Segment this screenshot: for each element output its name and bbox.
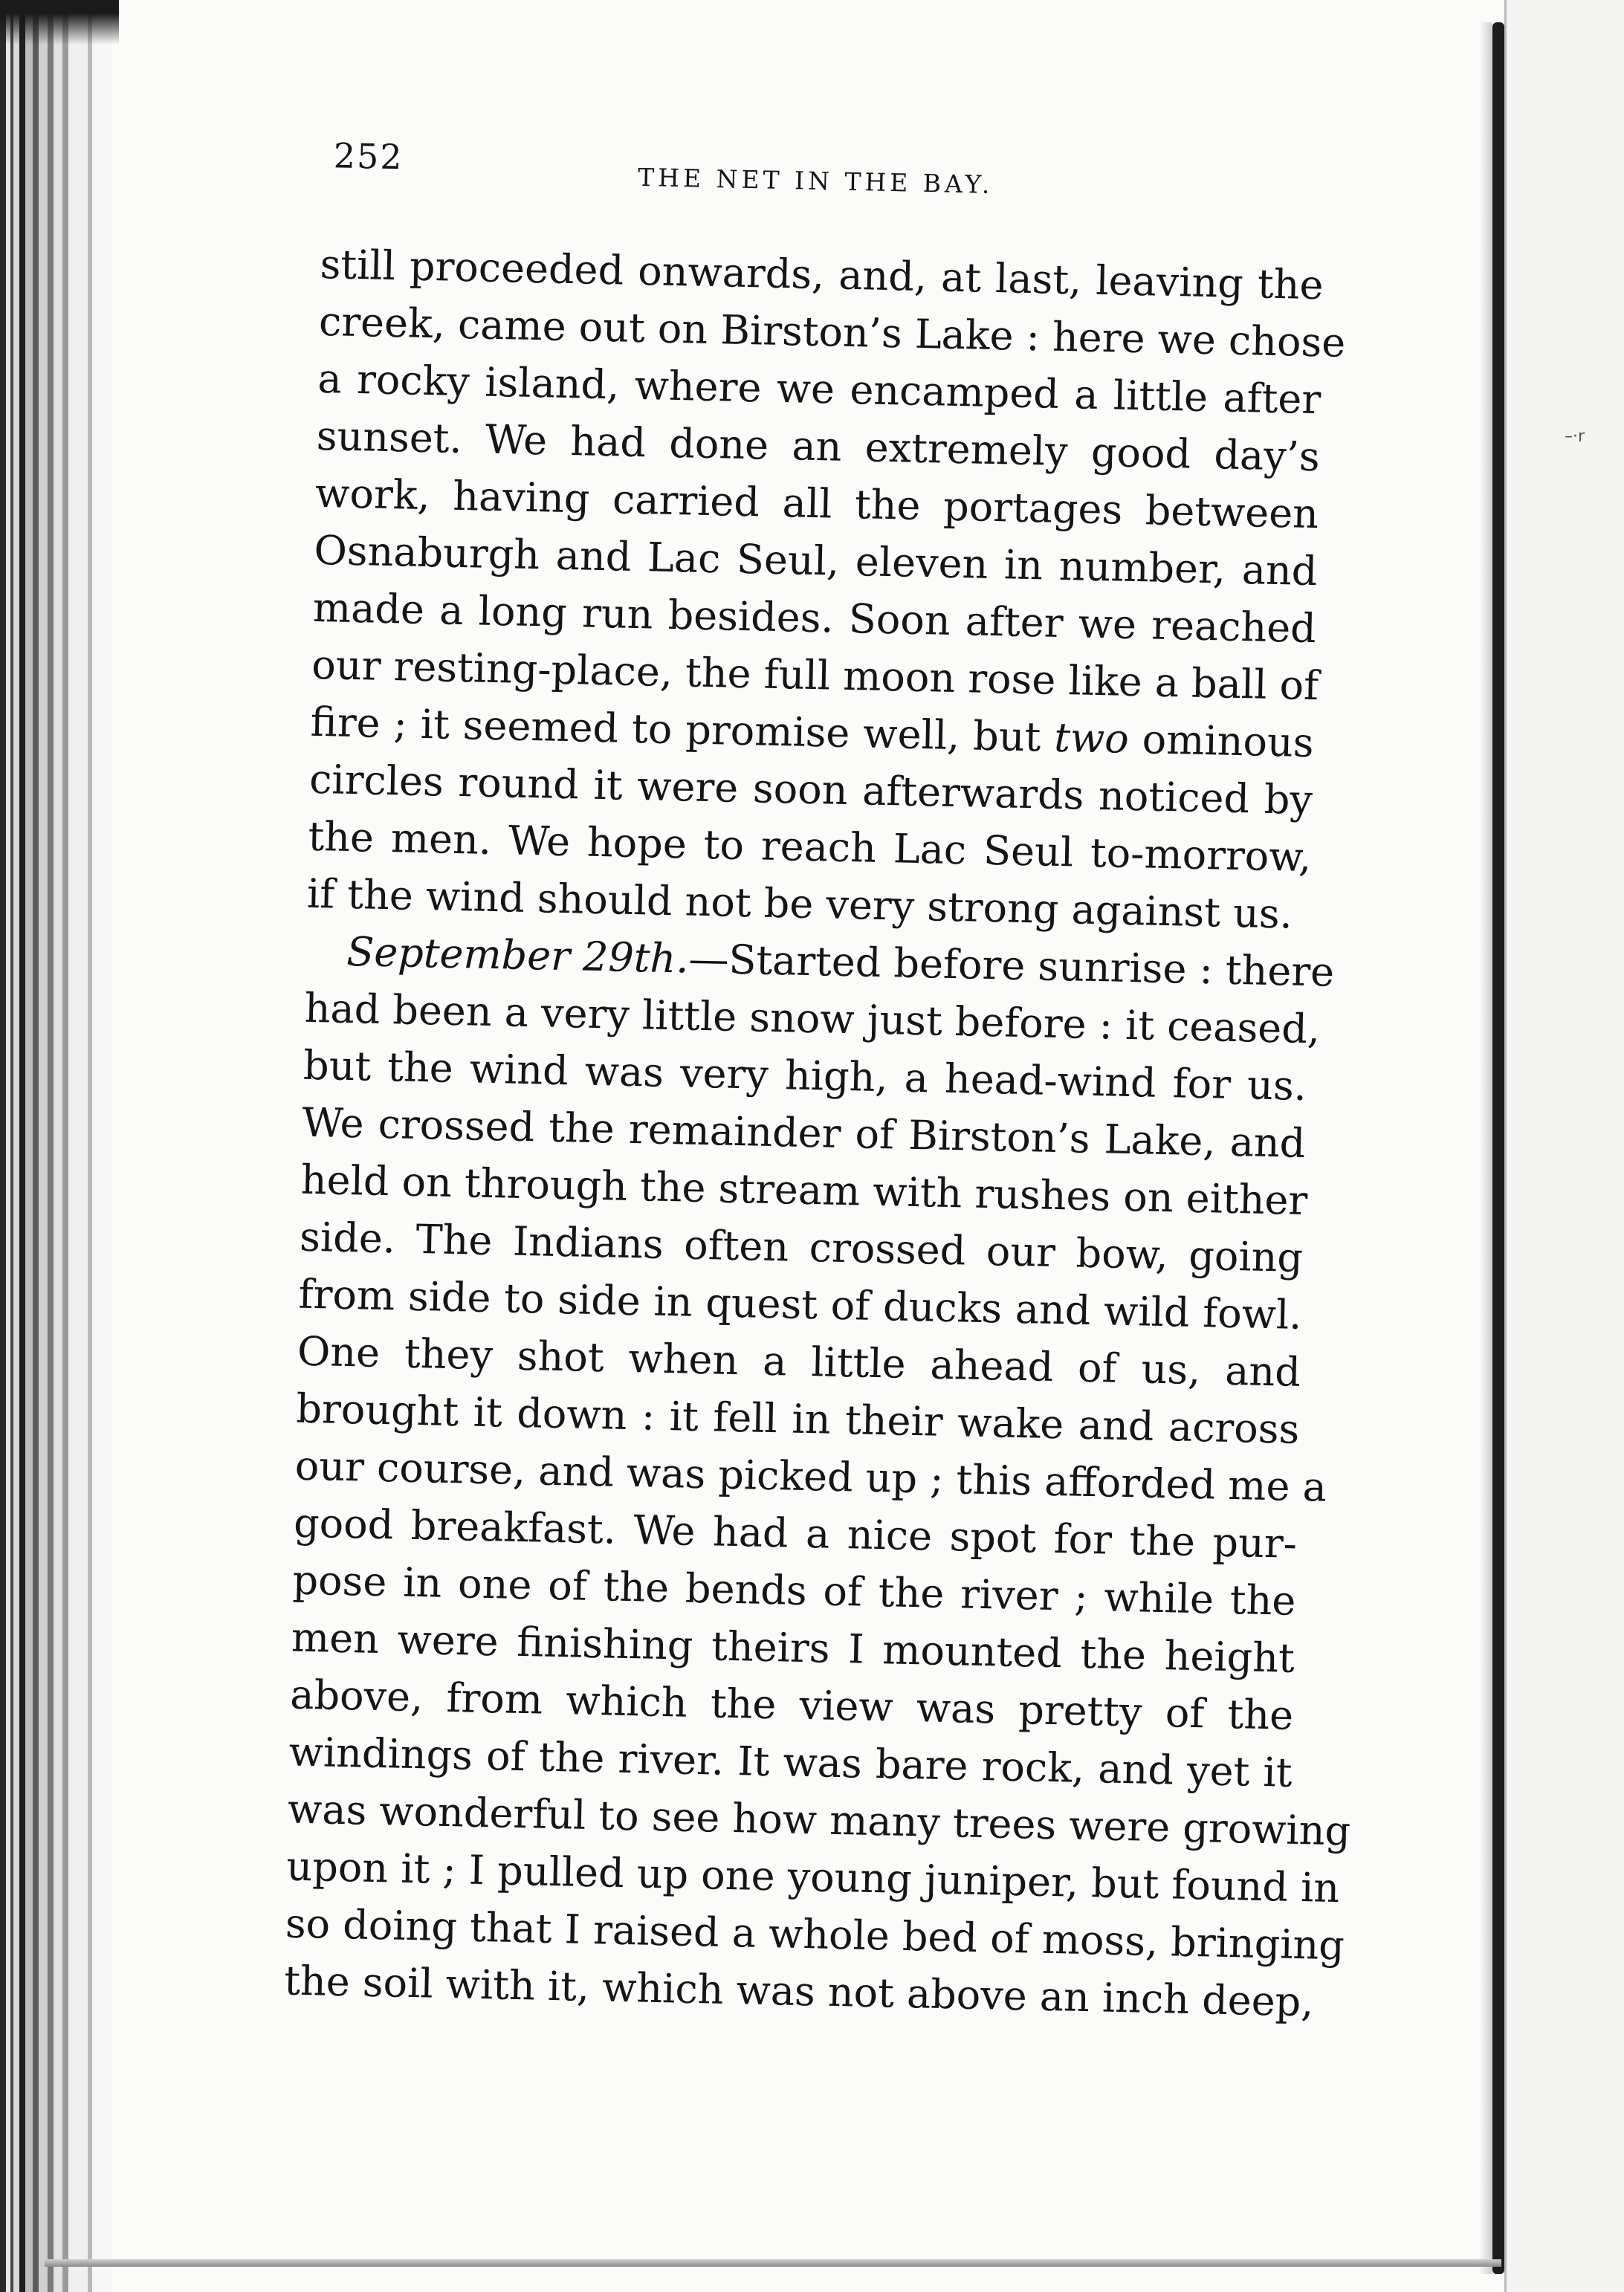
text-line: Osnaburgh and Lac Seul, eleven in number, and: [313, 526, 1319, 595]
text-line: windings of the river. It was bare rock, and yet it: [288, 1728, 1293, 1796]
text-line: the men. We hope to reach Lac Seul to-morrow,: [307, 812, 1312, 881]
text-line: circles round it were soon afterwards noticed by: [308, 755, 1313, 824]
text-line: creek, came out on Birston’s Lake : here we chose: [318, 297, 1346, 366]
text-line: above, from which the view was pretty of the: [289, 1671, 1294, 1739]
left-binding-edge: [0, 0, 111, 2292]
text-line: our course, and was picked up ; this afforded me a: [294, 1442, 1327, 1511]
left-binding-shadow: [0, 0, 119, 45]
text-line: but the wind was very high, a head-wind for us.: [303, 1041, 1307, 1110]
right-binding-edge: [1492, 22, 1504, 2274]
text-line: was wonderful to see how many trees were growing: [287, 1785, 1351, 1855]
text-line: if the wind should not be very strong against us.: [306, 870, 1293, 938]
gutter-shadow: [1479, 22, 1492, 2274]
bottom-page-edge: [45, 2259, 1501, 2267]
text-line: men were finishing theirs I mounted the height: [291, 1613, 1295, 1682]
page-content: [213, 111, 1390, 2031]
text-line: made a long run besides. Soon after we reached: [312, 583, 1317, 653]
text-line: pose in one of the bends of the river ; while the: [291, 1556, 1296, 1625]
text-line: held on through the stream with rushes on either: [300, 1156, 1308, 1225]
running-head: [251, 111, 1390, 217]
text-line: from side to side in quest of ducks and wild fowl.: [298, 1270, 1303, 1338]
text-line: One they shot when a little ahead of us, and: [297, 1327, 1301, 1396]
page-number: 252: [333, 135, 404, 178]
margin-mark: –·r: [1565, 427, 1585, 446]
text-line: our resting-place, the full moon rose like a ball of: [311, 641, 1319, 710]
text-line: still proceeded onwards, and, at last, leaving the: [320, 240, 1324, 309]
text-line: upon it ; I pulled up one young juniper, but found in: [285, 1842, 1340, 1912]
facing-page-edge: [1504, 0, 1624, 2292]
text-line: brought it down : it fell in their wake and across: [295, 1385, 1300, 1453]
text-segment: fire ; it seemed to promise well, but: [310, 698, 1055, 761]
text-line: the soil with it, which was not above an inch deep,: [283, 1957, 1315, 2026]
body-text: [283, 236, 1351, 2030]
text-line: side. The Indians often crossed our bow, going: [299, 1213, 1304, 1281]
text-line: sunset. We had done an extremely good day’s: [316, 412, 1321, 481]
italic-word: two: [1053, 713, 1130, 763]
text-line: work, having carried all the portages between: [314, 469, 1319, 538]
entry-date: September 29th.: [346, 928, 690, 982]
text-line: so doing that I raised a whole bed of moss, bringing: [285, 1900, 1345, 1969]
text-line: We crossed the remainder of Birston’s Lake, and: [301, 1098, 1306, 1167]
running-title: THE NET IN THE BAY.: [637, 162, 994, 199]
text-line: good breakfast. We had a nice spot for the pur-: [293, 1499, 1298, 1567]
text-line: a rocky island, where we encamped a little after: [317, 355, 1321, 424]
text-segment: ominous: [1128, 715, 1315, 767]
text-line: had been a very little snow just before : it ceased,: [304, 984, 1321, 1053]
text-segment: —Started before sunrise : there: [688, 935, 1335, 996]
